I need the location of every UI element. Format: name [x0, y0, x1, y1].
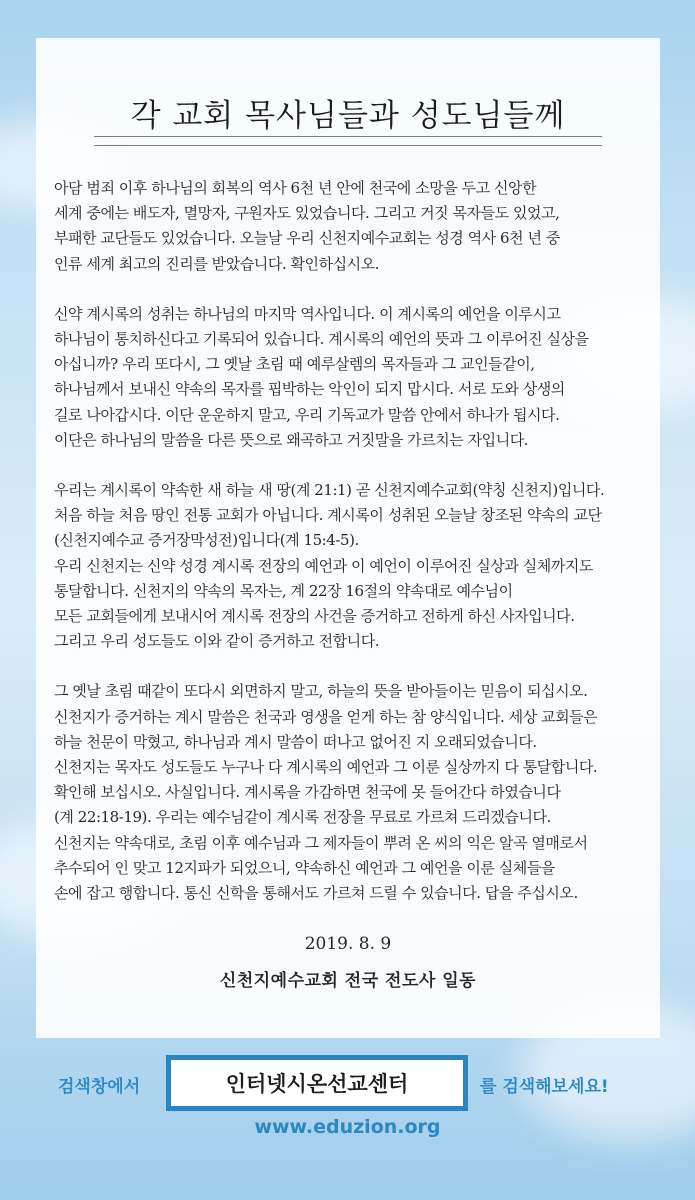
paragraph-line: 통달합니다. 신천지의 약속의 목자는, 계 22장 16절의 약속대로 예수님이: [54, 581, 513, 600]
paragraph-line: (계 22:18-19). 우리는 예수님같이 계시록 전장을 무료로 가르쳐 드리겠습니다.: [54, 808, 551, 827]
search-banner: [0, 1055, 695, 1111]
title-rule-bottom: [94, 145, 602, 146]
paragraph-line: 하나님께서 보내신 약속의 목자를 핍박하는 악인이 되지 맙시다. 서로 도와 상생의: [54, 380, 565, 399]
paragraph-line: 아십니까? 우리 또다시, 그 옛날 초림 때 예루살렘의 목자들과 그 교인들같이,: [54, 355, 535, 374]
paragraph-line: (신천지예수교 증거장막성전)입니다(계 15:4-5).: [54, 531, 359, 550]
letter-signature: 신천지예수교회 전국 전도사 일동: [219, 971, 477, 991]
paragraph-line: 신약 계시록의 성취는 하나님의 마지막 역사입니다. 이 계시록의 예언을 이루시고: [54, 304, 561, 323]
paragraph-line: 처음 하늘 처음 땅인 전통 교회가 아닙니다. 계시록이 성취된 오늘날 창조된 약속의 교단: [54, 506, 602, 525]
paragraph-line: 우리는 계시록이 약속한 새 하늘 새 땅(계 21:1) 곧 신천지예수교회(약칭 신천지)입니다.: [54, 481, 605, 500]
letter-body: [54, 176, 650, 931]
letter-paragraph: [54, 679, 650, 906]
paragraph-line: 추수되어 인 맞고 12지파가 되었으니, 약속하신 예언과 그 예언을 이룬 실체들을: [54, 858, 555, 877]
letter-paragraph: [54, 302, 650, 453]
paragraph-line: 확인해 보십시오. 사실입니다. 계시록을 가감하면 천국에 못 들어간다 하였습니다: [54, 783, 561, 802]
letter-paragraph: [54, 478, 650, 654]
letter-date: 2019. 8. 9: [304, 934, 392, 954]
paragraph-line: 신천지는 목자도 성도들도 누구나 다 계시록의 예언과 그 이룬 실상까지 다 통달합니다.: [54, 758, 598, 777]
website-url[interactable]: www.eduzion.org: [254, 1116, 441, 1138]
paragraph-line: 손에 잡고 행합니다. 통신 신학을 통해서도 가르쳐 드릴 수 있습니다. 답을 주십시오.: [54, 884, 578, 903]
paragraph-line: 그 옛날 초림 때같이 또다시 외면하지 말고, 하늘의 뜻을 받아들이는 믿음이 되십시오.: [54, 682, 588, 701]
paragraph-line: 이단은 하나님의 말씀을 다른 뜻으로 왜곡하고 거짓말을 가르치는 자입니다.: [54, 430, 529, 449]
paragraph-line: 부패한 교단들도 있었습니다. 오늘날 우리 신천지예수교회는 성경 역사 6천 년 중: [54, 229, 560, 248]
paragraph-line: 하늘 천문이 막혔고, 하나님과 계시 말씀이 떠나고 없어진 지 오래되었습니다.: [54, 732, 537, 751]
paragraph-line: 아담 범죄 이후 하나님의 회복의 역사 6천 년 안에 천국에 소망을 두고 신앙한: [54, 179, 537, 197]
paragraph-line: 세계 중에는 배도자, 멸망자, 구원자도 있었습니다. 그리고 거짓 목자들도 있었고,: [54, 204, 560, 223]
paragraph-line: 길로 나아갑시다. 이단 운운하지 말고, 우리 기독교가 말씀 안에서 하나가 됩시다.: [54, 405, 560, 424]
search-suffix-text: 를 검색해보세요!: [480, 1077, 609, 1097]
paragraph-line: 신천지는 약속대로, 초림 이후 예수님과 그 제자들이 뿌려 온 씨의 익은 알곡 열매로서: [54, 833, 588, 852]
paragraph-line: 그리고 우리 성도들도 이와 같이 증거하고 전합니다.: [54, 632, 380, 651]
letter-panel: [36, 38, 660, 1038]
paragraph-line: 인류 세계 최고의 진리를 받았습니다. 확인하십시오.: [54, 254, 380, 273]
title-rule-top: [94, 136, 602, 137]
paragraph-line: 모든 교회들에게 보내시어 계시록 전장의 사건을 증거하고 전하게 하신 사자입니다.: [54, 607, 575, 626]
letter-paragraph: [54, 176, 650, 277]
paragraph-line: 신천지가 증거하는 계시 말씀은 천국과 영생을 얻게 하는 참 양식입니다. 세상 교회들은: [54, 707, 598, 726]
paragraph-line: 하나님이 통치하신다고 기록되어 있습니다. 계시록의 예언의 뜻과 그 이루어진 실상을: [54, 330, 589, 349]
paragraph-line: 우리 신천지는 신약 성경 계시록 전장의 예언과 이 예언이 이루어진 실상과 실체까지도: [54, 556, 593, 575]
search-keyword-box[interactable]: 인터넷시온선교센터: [166, 1055, 468, 1111]
letter-title: 각 교회 목사님들과 성도님들께: [130, 98, 566, 134]
search-prefix-text: 검색창에서: [58, 1077, 141, 1097]
